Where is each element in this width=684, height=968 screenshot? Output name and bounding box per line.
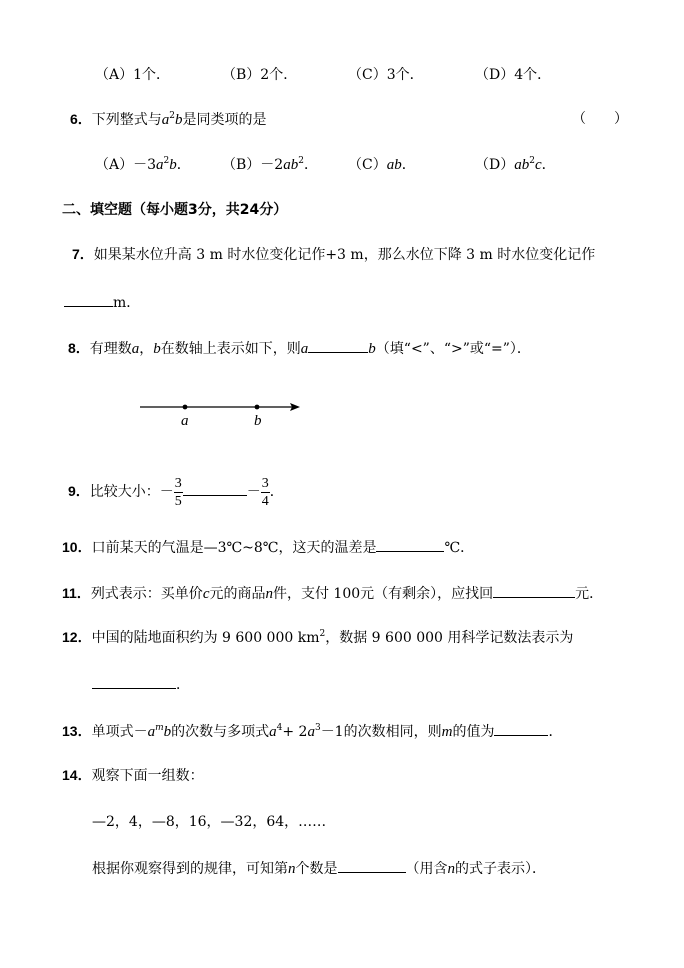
exponent: 2 <box>319 629 326 639</box>
section-title: 二、填空题（每小题3分，共24分） <box>62 202 288 218</box>
exponent: 2 <box>298 156 304 166</box>
q7-stem <box>72 244 595 265</box>
q11-text-mid: 元的商品 <box>209 586 266 602</box>
q8-number: 8． <box>68 340 90 356</box>
period: ． <box>303 157 318 173</box>
axis-label-b-text: b <box>254 413 262 429</box>
q6-option-d <box>475 155 556 175</box>
q6-option-a <box>95 155 191 175</box>
answer-blank[interactable] <box>376 536 444 552</box>
q5-option-c: （C）3个． <box>348 67 424 83</box>
period: ． <box>401 157 416 173</box>
exponent: 2 <box>529 156 535 166</box>
minus-one: －1 <box>320 724 344 740</box>
q12-tail: ． <box>176 677 190 693</box>
numerator: 3 <box>174 475 182 491</box>
var-a: a <box>156 157 164 173</box>
option-label: （C） <box>348 157 387 173</box>
q11-text-pre: 列式表示：买单价 <box>90 586 203 602</box>
q6-text-pre: 下列整式与 <box>91 112 162 128</box>
exponent-4: 4 <box>276 723 283 733</box>
q5-option-d: （D）4个． <box>475 67 552 83</box>
q7-text: 如果某水位升高 3 m 时水位变化记作+3 m，那么水位下降 3 m 时水位变化记作 <box>93 247 596 263</box>
q11-text-post: 件，支付 100元（有剩余），应找回 <box>272 586 494 602</box>
q12-answer-line <box>92 673 190 695</box>
coefficient: －3 <box>133 157 157 173</box>
var-a: a <box>269 724 277 740</box>
var-n: n <box>265 586 273 602</box>
q6-var-b: b <box>175 112 183 128</box>
q13-tail: ． <box>548 724 563 740</box>
var-a: a <box>147 724 156 740</box>
q7-answer-line <box>64 291 140 313</box>
answer-blank[interactable] <box>92 673 176 689</box>
q10-number: 10． <box>62 539 92 555</box>
axis-label-a-text: a <box>181 413 189 429</box>
q9-text: 比较大小： <box>89 484 160 500</box>
numerator: 3 <box>261 475 269 491</box>
denominator: 5 <box>174 493 182 509</box>
exponent-3: 3 <box>314 723 321 733</box>
q13-text-pre: 单项式 <box>91 724 134 740</box>
q12-stem <box>62 627 573 648</box>
q6-answer-paren: （ ） <box>572 111 628 127</box>
q9-period: ． <box>269 484 284 500</box>
q10-tail: ℃． <box>444 540 475 556</box>
q6-number: 6． <box>70 111 92 127</box>
period: ． <box>541 157 556 173</box>
q14-conclusion <box>92 857 546 879</box>
q14-number: 14． <box>62 767 92 783</box>
exponent-m: m <box>155 723 164 733</box>
q9-stem <box>68 472 284 511</box>
var-c: c <box>534 157 542 173</box>
number-line <box>138 396 308 436</box>
plus-term: + 2 <box>282 724 308 740</box>
point-a <box>183 405 188 410</box>
q8-var-a: a <box>300 341 309 357</box>
var-a: a <box>386 157 395 173</box>
var-n: n <box>447 861 455 877</box>
q8-var-b: b <box>153 341 161 357</box>
var-a: a <box>514 157 522 173</box>
q14-conclusion-end: 的式子表示）． <box>455 861 546 877</box>
q11-stem <box>62 582 603 604</box>
q13-number: 13． <box>62 723 92 739</box>
point-b <box>255 405 260 410</box>
answer-blank[interactable] <box>338 857 406 873</box>
q8-comma: ， <box>139 341 154 357</box>
q5-option-a: （A）1个． <box>95 67 171 83</box>
q13-text-post: 的次数相同，则 <box>343 724 442 740</box>
var-b: b <box>163 724 172 740</box>
q10-stem <box>62 536 474 558</box>
option-label: （B） <box>222 157 261 173</box>
q8-var-b: b <box>368 341 376 357</box>
q13-text-post2: 的值为 <box>452 724 495 740</box>
q7-tail: m． <box>113 295 141 311</box>
axis-label-b <box>254 411 262 431</box>
q12-text-post: ，数据 9 600 000 用科学记数法表示为 <box>325 630 574 646</box>
q6-var-a: a <box>161 112 170 128</box>
q14-conclusion-post: （用含 <box>405 861 448 877</box>
answer-blank[interactable] <box>64 291 113 307</box>
q8-text-mid: 在数轴上表示如下，则 <box>160 341 301 357</box>
var-b: b <box>521 157 530 173</box>
q6-exponent: 2 <box>169 111 176 121</box>
minus-sign: － <box>246 484 261 500</box>
var-b: b <box>169 157 177 173</box>
denominator: 4 <box>261 493 269 509</box>
q14-sequence: —2，4，—8，16，—32，64，…… <box>92 814 327 830</box>
q6-stem <box>70 109 267 130</box>
q14-conclusion-pre: 根据你观察得到的规律，可知第 <box>92 861 288 877</box>
q6-option-c <box>348 155 416 175</box>
fraction-3-4 <box>261 475 270 510</box>
q9-number: 9． <box>68 483 90 499</box>
q13-stem <box>62 720 562 742</box>
q14-stem <box>62 765 204 786</box>
option-label: （D） <box>475 157 515 173</box>
q7-number: 7． <box>72 246 94 262</box>
q14-conclusion-mid: 个数是 <box>295 861 338 877</box>
answer-blank[interactable] <box>183 480 247 496</box>
q8-text-post: （填“<”、“>”或“=”）． <box>375 341 531 357</box>
q13-text-mid: 的次数与多项式 <box>171 724 270 740</box>
var-m: m <box>441 724 453 740</box>
period: ． <box>176 157 191 173</box>
coefficient: －2 <box>260 157 284 173</box>
var-c: c <box>202 586 210 602</box>
exponent: 2 <box>163 156 170 166</box>
minus-sign: － <box>159 484 174 500</box>
answer-blank[interactable] <box>308 337 368 353</box>
var-n: n <box>288 861 296 877</box>
var-b: b <box>394 157 402 173</box>
fraction-3-5 <box>174 475 183 510</box>
q12-text-pre: 中国的陆地面积约为 9 600 000 km <box>91 630 320 646</box>
q8-text-pre: 有理数 <box>89 341 132 357</box>
q11-number: 11． <box>62 585 91 601</box>
var-b: b <box>290 157 299 173</box>
q11-tail: 元． <box>575 586 604 602</box>
q8-var-a: a <box>131 341 140 357</box>
q6-text-post: 是同类项的是 <box>182 112 267 128</box>
var-a: a <box>307 724 315 740</box>
q6-option-b <box>222 155 318 175</box>
answer-blank[interactable] <box>493 582 575 598</box>
q8-stem <box>68 337 531 359</box>
axis-label-a <box>181 411 189 431</box>
q12-number: 12． <box>62 629 92 645</box>
q5-option-b: （B）2个． <box>222 67 298 83</box>
q14-text: 观察下面一组数： <box>91 768 204 784</box>
answer-blank[interactable] <box>494 720 548 736</box>
option-label: （A） <box>95 157 134 173</box>
q10-text: 口前某天的气温是—3℃~8℃，这天的温差是 <box>91 540 377 556</box>
minus-sign: － <box>133 724 148 740</box>
var-a: a <box>283 157 291 173</box>
